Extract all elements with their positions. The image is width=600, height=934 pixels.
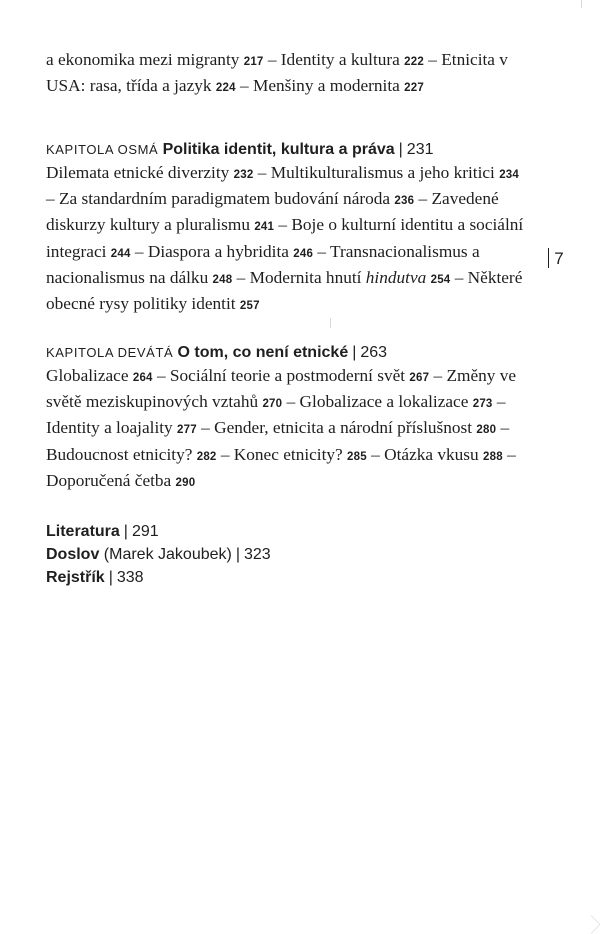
toc-continuation <box>46 48 526 100</box>
section-title: – Budoucnost etnicity? <box>46 418 510 464</box>
section-title: – Za standardním paradigmatem budování národa <box>46 189 395 209</box>
section-page: 248 <box>212 273 233 286</box>
section-title: – Identity a kultura <box>263 50 405 69</box>
separator: | <box>398 141 403 158</box>
section-title: – Diaspora a hybridita <box>130 241 294 261</box>
section-title: Globalizace <box>46 366 133 385</box>
section-page: 282 <box>196 450 217 463</box>
section-title: – Gender, etnicita a národní příslušnost <box>196 418 477 438</box>
back-matter-entry <box>46 543 526 566</box>
section-title: – Některé obecné rysy politiky identit <box>46 267 523 314</box>
separator: | <box>235 546 240 563</box>
section-title: – Etnicita v USA: rasa, třída a jazyk <box>46 50 508 96</box>
chapter-label: KAPITOLA OSMÁ <box>46 142 159 157</box>
section-title: – Menšiny a modernita <box>235 76 405 96</box>
section-title: – Sociální teorie a postmoderní svět <box>152 366 410 385</box>
scan-mark <box>581 0 582 8</box>
section-page: 227 <box>404 82 424 95</box>
section-page: 264 <box>132 372 153 384</box>
section-list <box>46 48 526 100</box>
entry-suffix: (Marek Jakoubek) <box>99 546 232 563</box>
section-page: 232 <box>233 169 254 181</box>
section-list <box>46 161 526 318</box>
entry-page: 323 <box>244 546 271 563</box>
section-page: 277 <box>177 424 197 437</box>
section-title: – Změny ve světě meziskupinových vztahů <box>46 366 517 412</box>
chapter-title: O tom, co není etnické <box>177 344 349 361</box>
section-title: – Globalizace a lokalizace <box>282 392 473 412</box>
section-page: 254 <box>430 273 451 286</box>
section-page: 224 <box>215 82 236 95</box>
section-page: 222 <box>404 56 424 68</box>
chapter-start-page: 231 <box>406 141 434 158</box>
section-title: – Doporučená četba <box>46 444 516 490</box>
chapter-title: Politika identit, kultura a práva <box>162 141 395 158</box>
back-matter-entry <box>46 520 526 543</box>
section-title: – Identity a loajality <box>46 392 506 438</box>
chapter-heading <box>46 137 526 161</box>
entry-title: Doslov <box>46 546 100 563</box>
separator: | <box>352 344 357 361</box>
folio-rule <box>548 248 549 268</box>
section-page: 273 <box>472 398 493 411</box>
entry-title: Rejstřík <box>46 569 105 586</box>
section-page: 246 <box>293 247 314 260</box>
section-page: 288 <box>483 450 503 463</box>
separator: | <box>123 523 128 540</box>
separator: | <box>108 569 113 586</box>
section-page: 285 <box>347 450 367 463</box>
entry-page: 338 <box>116 569 144 586</box>
section-page: 280 <box>476 424 497 437</box>
section-title-italic: hindutva <box>365 267 427 287</box>
section-page: 267 <box>409 372 430 384</box>
page-number <box>548 248 564 269</box>
chapter-start-page: 263 <box>360 344 388 361</box>
entry-title: Literatura <box>46 523 120 540</box>
section-list <box>46 364 526 495</box>
chapter-9 <box>46 340 526 495</box>
section-title: – Modernita hnutí <box>232 267 366 287</box>
scan-mark <box>582 915 600 933</box>
scan-mark <box>330 318 331 328</box>
section-title: – Zavedené diskurzy kultury a pluralismu <box>46 189 499 235</box>
entry-page: 291 <box>131 523 159 540</box>
section-page: 257 <box>239 300 260 313</box>
page-number-value: 7 <box>554 249 564 268</box>
section-title: – Konec etnicity? <box>216 444 348 464</box>
section-page: 234 <box>499 169 519 181</box>
back-matter <box>46 520 526 589</box>
section-title: – Multikulturalismus a jeho kritici <box>253 163 500 182</box>
section-page: 241 <box>254 221 275 234</box>
section-page: 270 <box>262 398 283 411</box>
chapter-8 <box>46 137 526 318</box>
section-title: – Boje o kulturní identitu a sociální integraci <box>46 215 524 261</box>
section-title: a ekonomika mezi migranty <box>46 50 244 69</box>
section-title: – Otázka vkusu <box>366 444 483 464</box>
section-page: 236 <box>394 195 415 208</box>
chapter-label: KAPITOLA DEVÁTÁ <box>46 345 174 360</box>
section-page: 290 <box>175 476 196 489</box>
back-matter-entry <box>46 566 526 589</box>
section-page: 244 <box>110 247 131 260</box>
chapter-heading <box>46 340 526 364</box>
section-title: Dilemata etnické diverzity <box>46 163 234 182</box>
section-page: 217 <box>243 56 264 68</box>
section-title: – Transnacionalismus a nacionalismus na dálku <box>46 241 480 287</box>
